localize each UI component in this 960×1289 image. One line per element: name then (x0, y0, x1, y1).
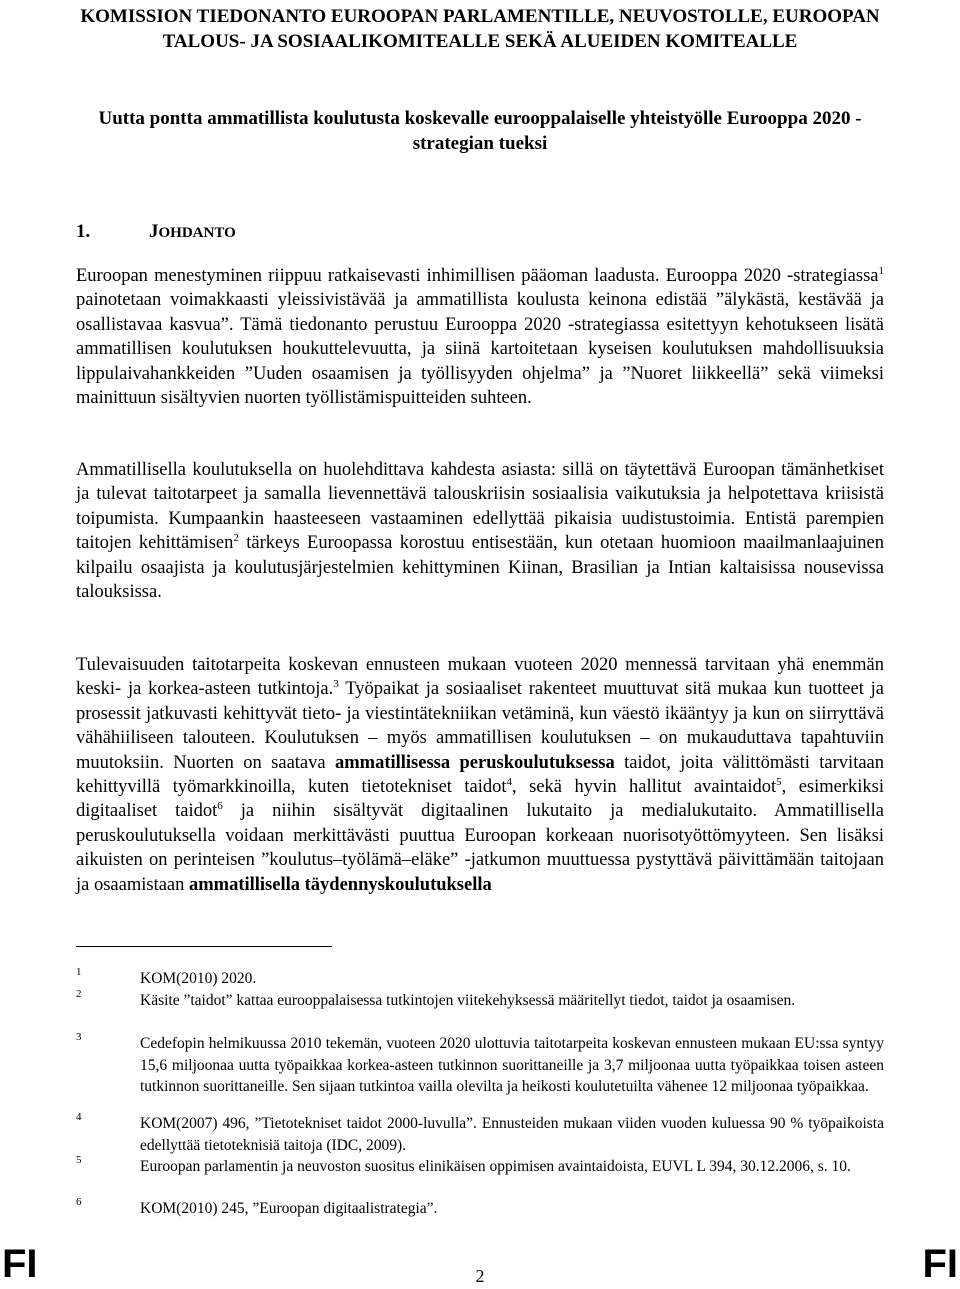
footnote-ref-6[interactable]: 6 (217, 800, 223, 813)
footnote-ref-5[interactable]: 5 (776, 775, 782, 788)
paragraph-3-text-e: , esimerkiksi digitaaliset taidot (76, 777, 884, 822)
footnote-text: KOM(2010) 2020. (140, 970, 257, 987)
footnote-1 (76, 968, 884, 990)
paragraph-2-text-b: tärkeys Euroopassa korostuu entisestään, kun otetaan huomioon maailmanlaajuinen kilpailu osaajista ja koulutusjärjestelmien kehittyminen Kiinan, Brasilian ja Intian kaltaisissa nousevissa talouksissa. (76, 533, 885, 603)
language-code-left: FI (2, 1242, 38, 1286)
paragraph-3-bold-1: ammatillisessa peruskoulutuksessa (335, 752, 615, 773)
paragraph-3-text-c: taidot, joita välittömästi tarvitaan kehittyvillä työmarkkinoilla, kuten tietotekniset taidot (76, 752, 885, 798)
paragraph-3 (76, 653, 884, 897)
section-heading-rest: OHDANTO (158, 225, 236, 241)
footnote-text: KOM(2010) 245, ”Euroopan digitaalistrategia”. (140, 1200, 438, 1217)
paragraph-3-text-f: ja niihin sisältyvät digitaalinen lukutaito ja medialukutaito. Ammatillisella peruskoulutuksella voidaan merkittävästi puuttua Euroopan korkeaan nuorisotyöttömyyteen. Sen lisäksi aikuisten on perinteisen ”koulutus–työlämä–eläke” -jatkumon muuttuessa pystyttävä päivittämään taitojaan ja osaamistaan (76, 801, 884, 895)
footnote-4 (76, 1113, 884, 1156)
footnote-6 (76, 1198, 884, 1220)
footnote-number: 5 (76, 1154, 82, 1166)
paragraph-2 (76, 458, 884, 604)
paragraph-3-text-d: , sekä hyvin hallitut avaintaidot (512, 777, 777, 798)
footnote-3 (76, 1033, 884, 1098)
footnote-text: Käsite ”taidot” kattaa eurooppalaisessa tutkintojen viitekehyksessä määritellyt tiedot, taidot ja osaamisen. (140, 992, 796, 1009)
paragraph-3-bold-2: ammatillisella täydennyskoulutuksella (189, 874, 492, 895)
paragraph-3-text-b: Työpaikat ja sosiaaliset rakenteet muuttuvat sitä mukaa kun tuotteet ja prosessit jatkuvasti kehittyvät tieto- ja viestintätekniikan vetäminä, kun väestö ikääntyy ja kun on siirryttävä vähähiiliseen talouteen. Koulutuksen – myös ammatillisen koulutuksen – on mukauduttava tapahtuviin muutoksiin. Nuorten on saatava (76, 679, 884, 773)
footnote-number: 3 (76, 1031, 82, 1043)
footnote-ref-4[interactable]: 4 (506, 775, 513, 788)
paragraph-3-text-a: Tulevaisuuden taitotarpeita koskevan ennusteen mukaan vuoteen 2020 mennessä tarvitaan yhä enemmän keski- ja korkea-asteen tutkintoja. (76, 655, 884, 700)
footnote-number: 2 (76, 988, 82, 1000)
footnote-number: 4 (76, 1111, 82, 1123)
paragraph-1 (76, 264, 884, 410)
footnote-text: Euroopan parlamentin ja neuvoston suositus elinikäisen oppimisen avaintaidoista, EUVL L 394, 30.12.2006, s. 10. (140, 1158, 851, 1175)
footnote-number: 6 (76, 1196, 82, 1208)
language-code-right: FI (922, 1242, 958, 1286)
footnote-text: KOM(2007) 496, ”Tietotekniset taidot 2000-luvulla”. Ennusteiden mukaan viiden vuoden kuluessa 90 % työpaikoista edellyttää tietoteknisiä taitoja (IDC, 2009). (140, 1115, 884, 1154)
footnote-5 (76, 1156, 884, 1178)
paragraph-2-text-a: Ammatillisella koulutuksella on huolehdittava kahdesta asiasta: sillä on täytettävä Euroopan tämänhetkiset ja tulevat taitotarpeet ja samalla lievennettävä talouskriisin sosiaalisia vaikutuksia ja helpotettava kriisistä toipumista. Kumpaankin haasteeseen vastaaminen edellyttää pikaisia uudistustoimia. Entistä parempien taitojen kehittämisen (76, 460, 884, 554)
section-heading-initial: J (149, 221, 159, 242)
footnote-text: Cedefopin helmikuussa 2010 tekemän, vuoteen 2020 ulottuvia taitotarpeita koskevan ennusteen mukaan EU:ssa syntyy 15,6 miljoonaa uutta työpaikkaa korkea-asteen tutkinnon suorittaneille ja 3,7 miljoonaa uutta työpaikkaa toisen asteen tutkinnon suorittaneille. Sen sijaan tutkintoa vailla olevilta ja heikosti koulutetuilta vähenee 12 miljoonaa työpaikkaa. (140, 1035, 884, 1096)
section-heading (76, 219, 236, 246)
page-number: 2 (475, 1266, 485, 1286)
footnote-ref-3[interactable]: 3 (333, 678, 339, 691)
footnote-separator (76, 946, 332, 947)
footnote-ref-2[interactable]: 2 (233, 532, 239, 545)
footnote-number: 1 (76, 966, 82, 978)
document-title: KOMISSION TIEDONANTO EUROOPAN PARLAMENTILLE, NEUVOSTOLLE, EUROOPAN TALOUS- JA SOSIAALIKOMITEALLE SEKÄ ALUEIDEN KOMITEALLE (80, 6, 880, 52)
document-subtitle: Uutta pontta ammatillista koulutusta koskevalle eurooppalaiselle yhteistyölle Eurooppa 2020 -strategian tueksi (98, 108, 862, 154)
paragraph-1-text-b: painotetaan voimakkaasti yleissivistävää ja ammatillista koulusta keinona edistää ”älykästä, kestävää ja osallistavaa kasvua”. Tämä tiedonanto perustuu Eurooppa 2020 -strategiassa esitettyyn kehotukseen lisätä ammatillisen koulutuksen houkuttelevuutta, ja siinä kartoitetaan kyseisen koulutuksen mahdollisuuksia lippulaivahankkeiden ”Uuden osaamisen ja työllisyyden ohjelma” ja ”Nuoret liikkeellä” sekä viimeksi mainittuun sisältyvien nuorten työllistämispuitteiden suhteen. (76, 290, 884, 409)
section-number: 1. (76, 221, 91, 242)
footnote-ref-1[interactable]: 1 (878, 264, 884, 277)
paragraph-1-text-a: Euroopan menestyminen riippuu ratkaisevasti inhimillisen pääoman laadusta. Eurooppa 2020 -strategiassa (76, 266, 879, 286)
footnote-2 (76, 990, 884, 1012)
